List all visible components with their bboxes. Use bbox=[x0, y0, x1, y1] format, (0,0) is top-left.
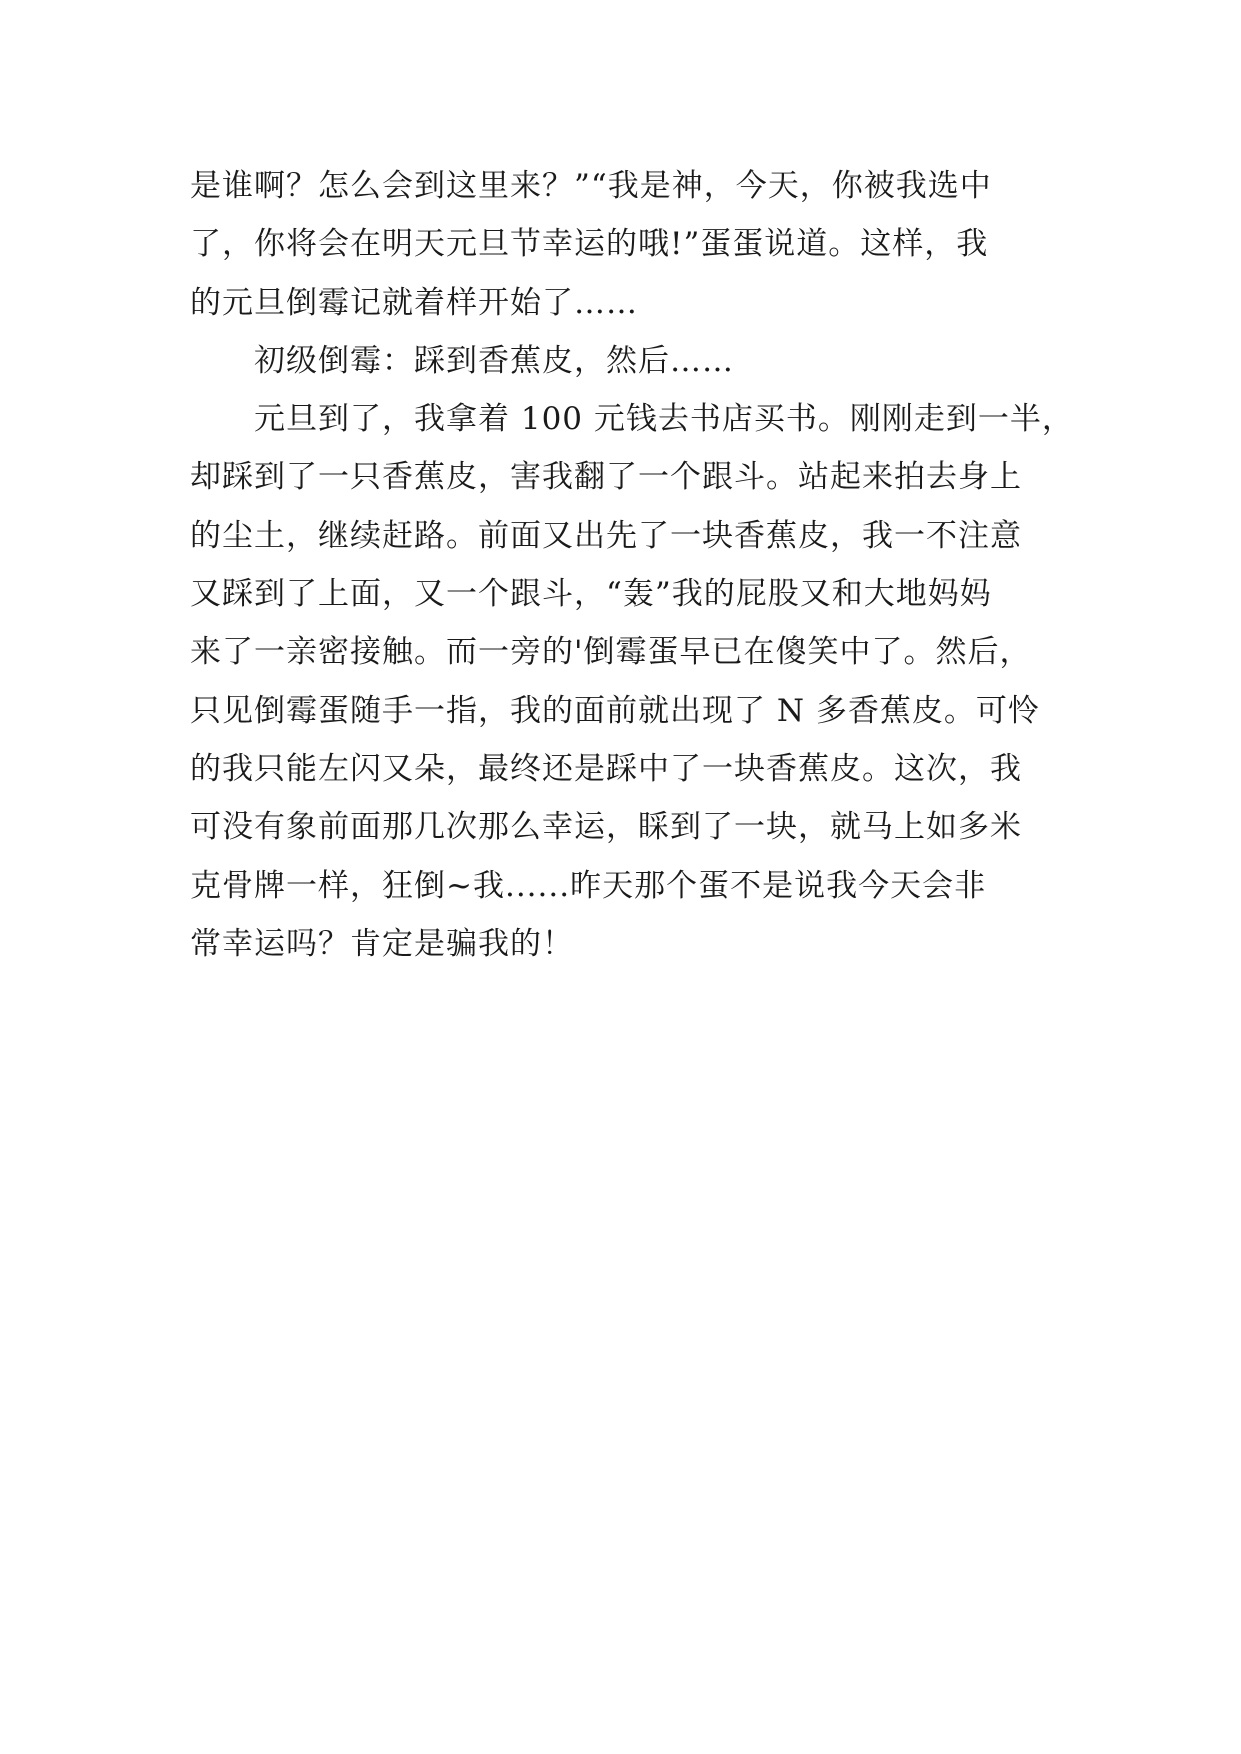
text-line: 却踩到了一只香蕉皮，害我翻了一个跟斗。站起来拍去身上 bbox=[190, 459, 1022, 496]
paragraph-3 bbox=[190, 390, 1074, 973]
text-line: 来了一亲密接触。而一旁的'倒霉蛋早已在傻笑中了。然后， bbox=[190, 634, 1032, 671]
text-line: 常幸运吗？肯定是骗我的！ bbox=[190, 925, 574, 962]
text-line: 可没有象前面那几次那么幸运，睬到了一块，就马上如多米 bbox=[190, 809, 1022, 846]
section-heading: 初级倒霉：踩到香蕉皮，然后…… bbox=[254, 342, 734, 379]
text-line: 的元旦倒霉记就着样开始了…… bbox=[190, 284, 638, 321]
text-line: 的我只能左闪又朵，最终还是踩中了一块香蕉皮。这次，我 bbox=[190, 750, 1022, 787]
paragraph-1 bbox=[190, 157, 1060, 332]
text-line: 是谁啊？怎么会到这里来？”“我是神，今天，你被我选中 bbox=[190, 168, 992, 204]
text-line: 只见倒霉蛋随手一指，我的面前就出现了 N 多香蕉皮。可怜 bbox=[190, 692, 1040, 729]
text-line: 了，你将会在明天元旦节幸运的哦!”蛋蛋说道。这样，我 bbox=[190, 226, 989, 263]
text-line: 又踩到了上面，又一个跟斗，“轰”我的屁股又和大地妈妈 bbox=[190, 576, 992, 613]
paragraph-2 bbox=[190, 332, 1060, 390]
text-line: 元旦到了，我拿着 100 元钱去书店买书。刚刚走到一半， bbox=[254, 401, 1074, 438]
document-body bbox=[190, 157, 1074, 973]
text-line: 克骨牌一样，狂倒~我......昨天那个蛋不是说我今天会非 bbox=[190, 867, 987, 904]
text-line: 的尘土，继续赶路。前面又出先了一块香蕉皮，我一不注意 bbox=[190, 517, 1022, 554]
